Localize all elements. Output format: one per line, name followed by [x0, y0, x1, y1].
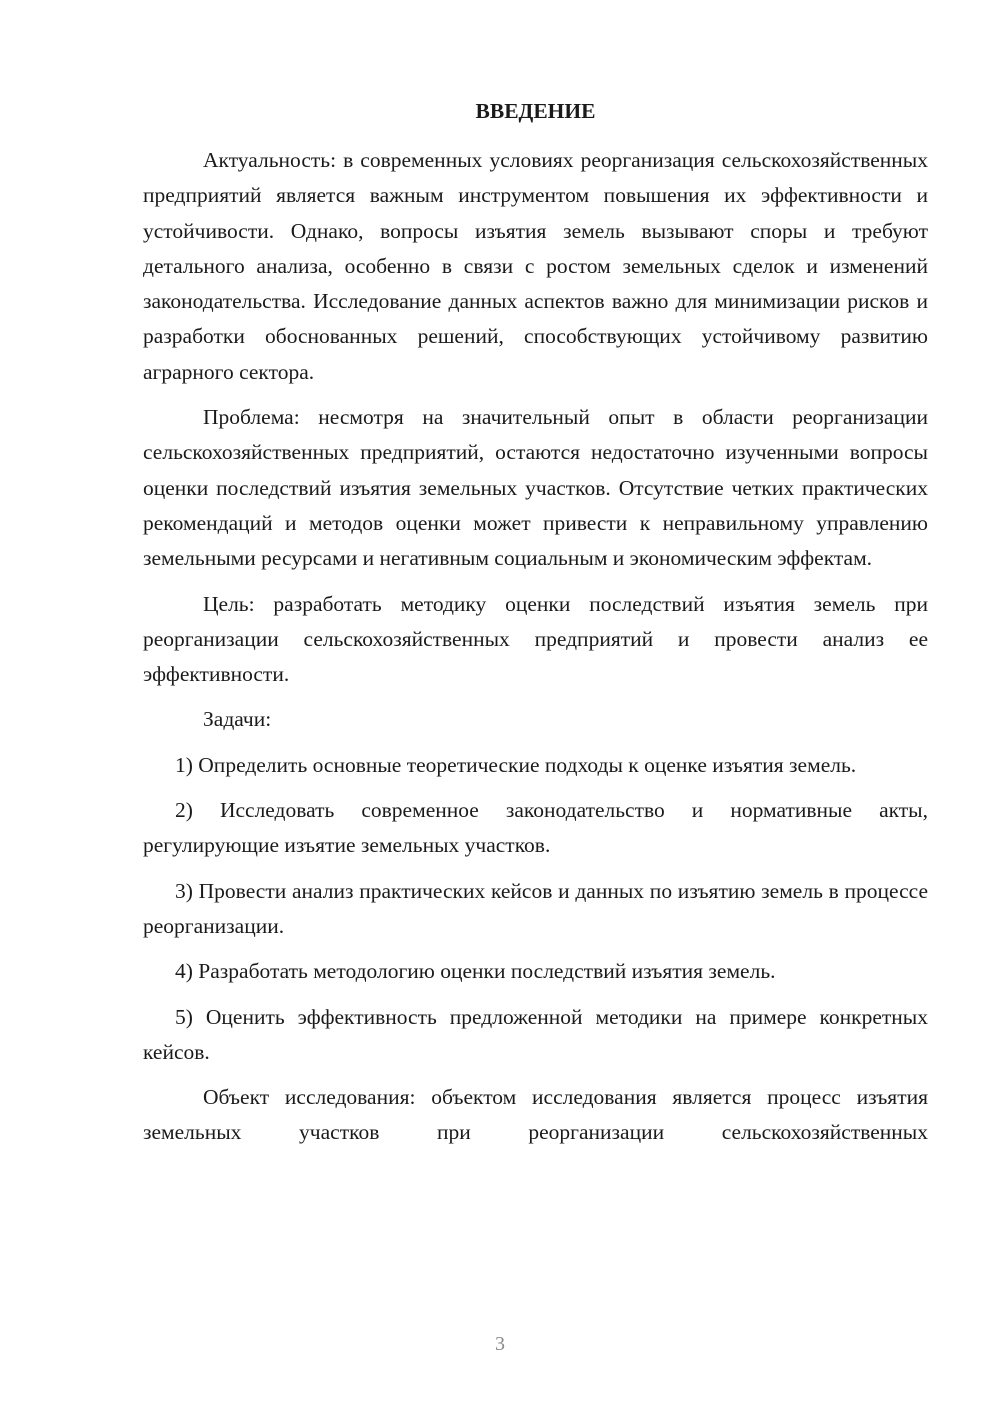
document-page [143, 96, 928, 1151]
task-item-3: 3) Провести анализ практических кейсов и данных по изъятию земель в процессе реорганизации. [143, 878, 928, 938]
page-number: 3 [495, 1333, 505, 1355]
tasks-heading: Задачи: [203, 707, 272, 732]
task-item-1: 1) Определить основные теоретические подходы к оценке изъятия земель. [175, 752, 857, 777]
paragraph-relevance: Актуальность: в современных условиях реорганизация сельскохозяйственных предприятий является важным инструментом повышения их эффективности и устойчивости. Однако, вопросы изъятия земель вызывают споры и требуют детального анализа, особенно в связи с ростом земельных сделок и изменений законодательства. Исследование данных аспектов важно для минимизации рисков и разработки обоснованных решений, способствующих устойчивому развитию аграрного сектора. [143, 148, 928, 384]
section-title: ВВЕДЕНИЕ [475, 99, 596, 123]
paragraph-goal: Цель: разработать методику оценки последствий изъятия земель при реорганизации сельскохозяйственных предприятий и провести анализ ее эффективности. [143, 591, 928, 687]
task-item-2: 2) Исследовать современное законодательство и нормативные акты, регулирующие изъятие земельных участков. [143, 798, 928, 858]
task-item-5: 5) Оценить эффективность предложенной методики на примере конкретных кейсов. [143, 1004, 928, 1064]
paragraph-object: Объект исследования: объектом исследования является процесс изъятия земельных участков при реорганизации сельскохозяйственных [143, 1085, 928, 1145]
task-item-4: 4) Разработать методологию оценки последствий изъятия земель. [175, 959, 776, 984]
paragraph-problem: Проблема: несмотря на значительный опыт в области реорганизации сельскохозяйственных предприятий, остаются недостаточно изученными вопросы оценки последствий изъятия земельных участков. Отсутствие четких практических рекомендаций и методов оценки может привести к неправильному управлению земельными ресурсами и негативным социальным и экономическим эффектам. [143, 405, 928, 571]
